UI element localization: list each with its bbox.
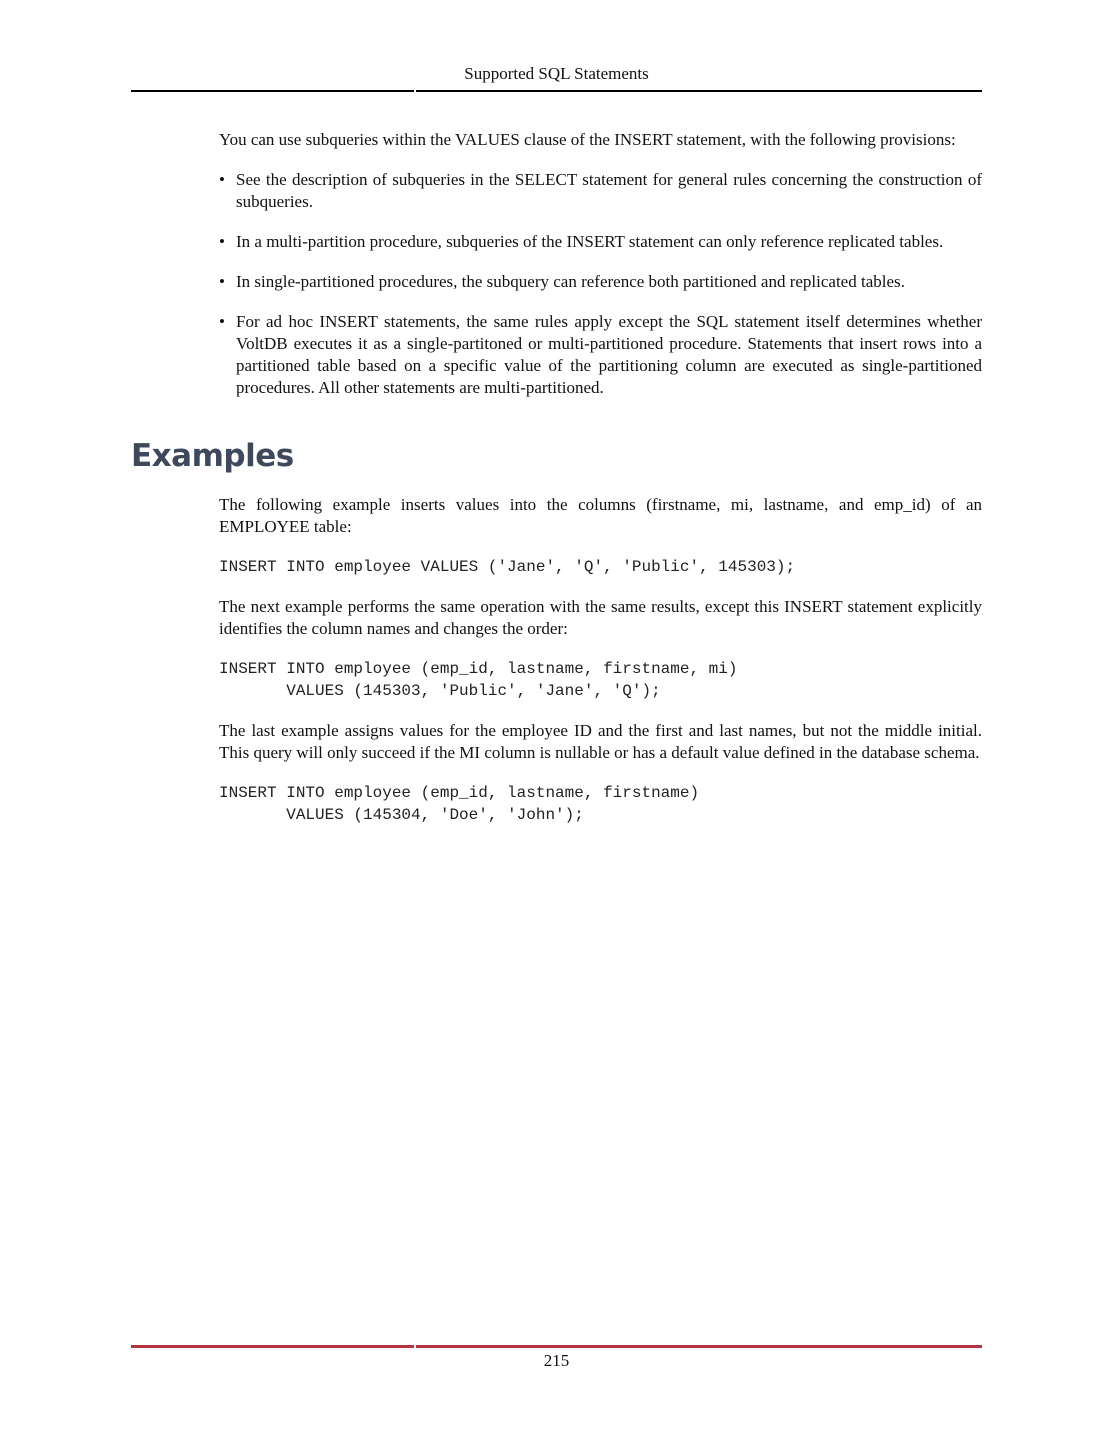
code-block-3: INSERT INTO employee (emp_id, lastname, firstname) VALUES (145304, 'Doe', 'John');: [219, 784, 700, 824]
examples-heading: Examples: [131, 438, 294, 474]
example-paragraph-1: The following example inserts values into the columns (firstname, mi, lastname, and emp_id) of an EMPLOYEE table:: [219, 495, 982, 536]
header-rule-gap: [414, 90, 416, 92]
list-item: [219, 231, 982, 253]
examples-section: [219, 494, 982, 844]
page-number: 215: [543, 1351, 570, 1370]
footer-rule-gap: [414, 1345, 416, 1348]
list-item: [219, 271, 982, 293]
list-item-text: See the description of subqueries in the SELECT statement for general rules concerning the construction of subqueries.: [236, 170, 982, 211]
list-item: [219, 169, 982, 213]
bullet-icon: •: [219, 232, 225, 251]
intro-paragraph: You can use subqueries within the VALUES clause of the INSERT statement, with the following provisions:: [219, 130, 956, 149]
list-item: [219, 311, 982, 399]
list-item-text: In a multi-partition procedure, subqueries of the INSERT statement can only reference replicated tables.: [236, 232, 944, 251]
bullet-icon: •: [219, 272, 225, 291]
running-header: Supported SQL Statements: [464, 64, 649, 83]
list-item-text: In single-partitioned procedures, the subquery can reference both partitioned and replicated tables.: [236, 272, 905, 291]
bullet-icon: •: [219, 312, 225, 331]
example-paragraph-3: The last example assigns values for the employee ID and the first and last names, but not the middle initial. This query will only succeed if the MI column is nullable or has a default value defined in the database schema.: [219, 721, 982, 762]
intro-section: [219, 129, 982, 417]
code-block-2: INSERT INTO employee (emp_id, lastname, firstname, mi) VALUES (145303, 'Public', 'Jane', 'Q');: [219, 660, 738, 700]
code-block-1: INSERT INTO employee VALUES ('Jane', 'Q', 'Public', 145303);: [219, 558, 796, 576]
example-paragraph-2: The next example performs the same operation with the same results, except this INSERT statement explicitly identifies the column names and changes the order:: [219, 597, 982, 638]
header-rule: [131, 90, 982, 92]
list-item-text: For ad hoc INSERT statements, the same rules apply except the SQL statement itself determines whether VoltDB executes it as a single-partitoned or multi-partitioned procedure. Statements that insert rows into a partitioned table based on a specific value of the partitioning column are executed as single-partitioned procedures. All other statements are multi-partitioned.: [236, 312, 982, 397]
provisions-list: [219, 169, 982, 399]
footer-rule: [131, 1345, 982, 1348]
bullet-icon: •: [219, 170, 225, 189]
